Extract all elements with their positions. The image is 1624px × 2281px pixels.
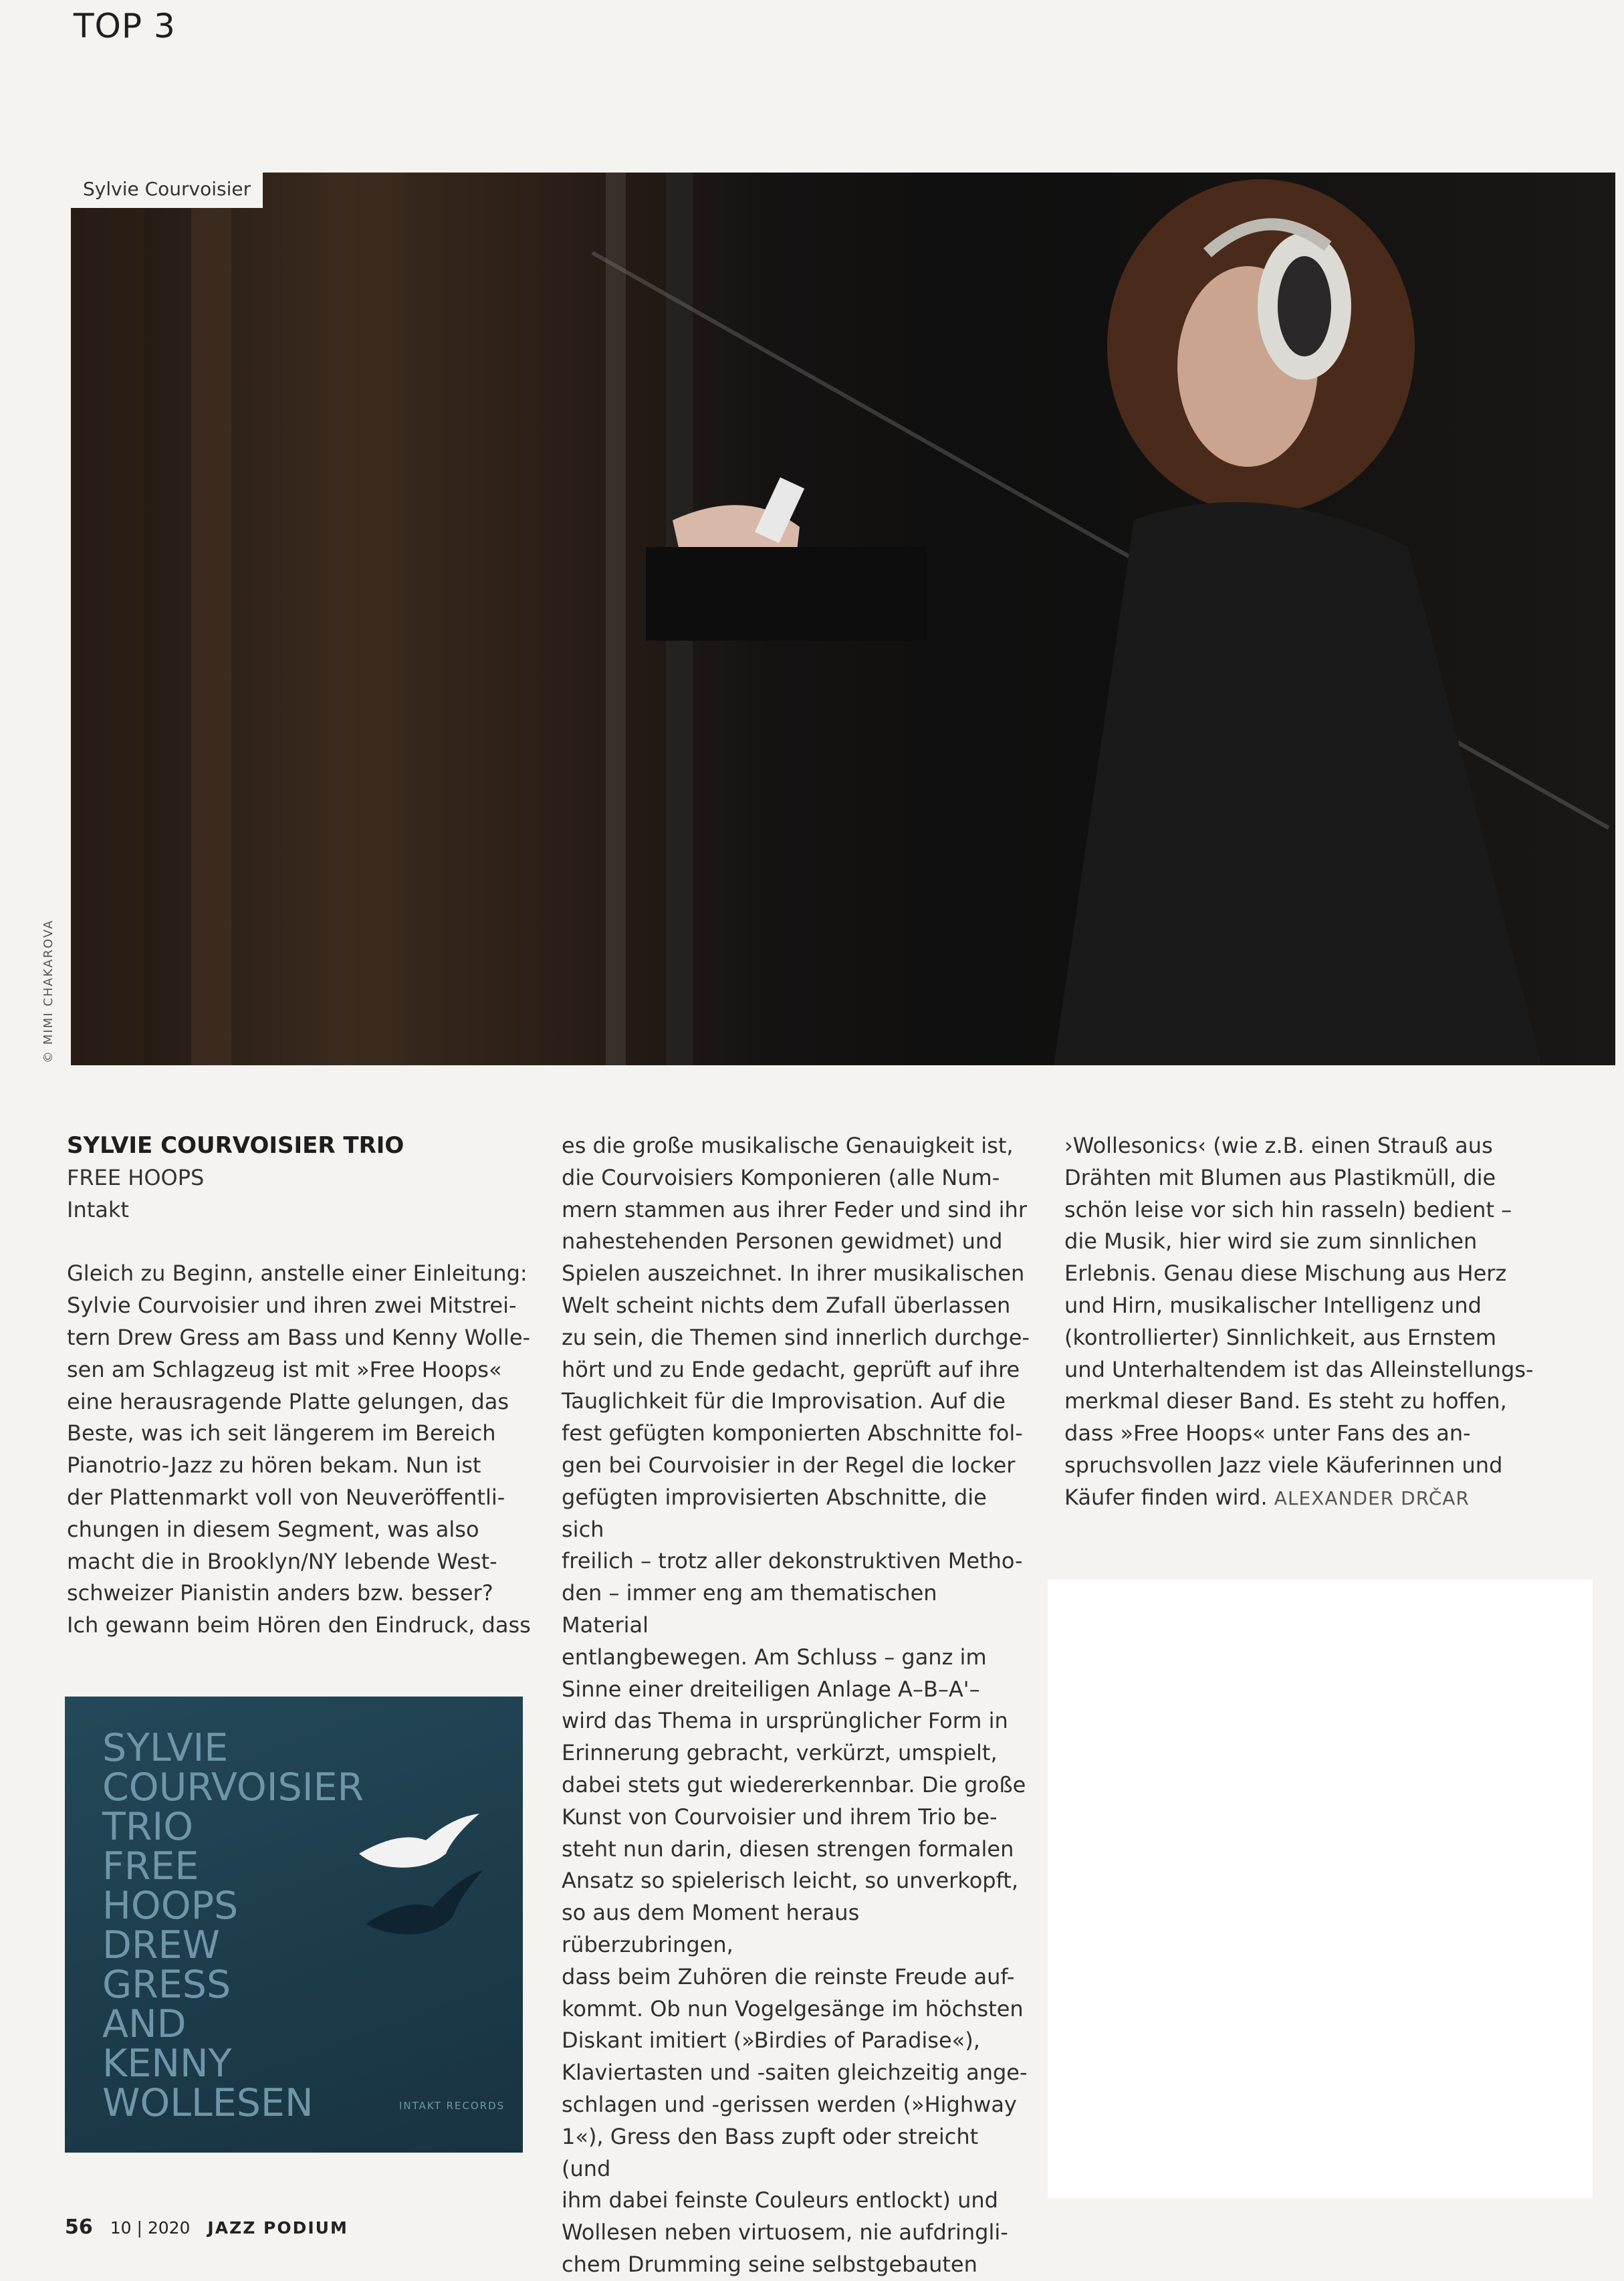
article-column-3 — [1064, 1130, 1546, 1515]
text-line: merkmal dieser Band. Es steht zu hoffen, — [1064, 1388, 1507, 1414]
text-line: hört und zu Ende gedacht, geprüft auf ihre — [562, 1356, 1020, 1382]
album-cover-line: GRESS — [102, 1963, 231, 2007]
issue-date: 10 | 2020 — [110, 2218, 191, 2238]
text-line: und Unterhaltendem ist das Alleinstellungs- — [1064, 1356, 1534, 1382]
pianist-photo-illustration — [71, 173, 1615, 1065]
text-line: die Courvoisiers Komponieren (alle Num- — [562, 1164, 1000, 1190]
text-line: Sinne einer dreiteiligen Anlage A–B–A'– — [562, 1676, 980, 1702]
text-line: zu sein, die Themen sind innerlich durchge- — [562, 1324, 1030, 1350]
text-line: wird das Thema in ursprünglicher Form in — [562, 1708, 1008, 1734]
text-line: dass beim Zuhören die reinste Freude auf- — [562, 1963, 1015, 1989]
text-line: schön leise vor sich hin rasseln) bedient – — [1064, 1196, 1512, 1222]
text-line: Sylvie Courvoisier und ihren zwei Mitstrei- — [67, 1293, 517, 1319]
text-line: Erinnerung gebracht, verkürzt, umspielt, — [562, 1740, 998, 1766]
text-line: ihm dabei feinste Couleurs entlockt) und — [562, 2187, 998, 2213]
text-line: nahestehenden Personen gewidmet) und — [562, 1228, 1003, 1255]
text-line: Ansatz so spielerisch leicht, so unverkopft, — [562, 1868, 1018, 1894]
text-line: chem Drumming seine selbstgebauten — [562, 2251, 977, 2277]
text-line: Spielen auszeichnet. In ihrer musikalischen — [562, 1261, 1025, 1287]
article-body-column-1 — [67, 1258, 535, 1642]
album-cover — [65, 1697, 523, 2153]
text-line: Beste, was ich seit längerem im Bereich — [67, 1420, 496, 1446]
album-cover-line: FREE — [102, 1844, 199, 1888]
text-line: steht nun darin, diesen strengen formalen — [562, 1836, 1014, 1862]
text-line: Erlebnis. Genau diese Mischung aus Herz — [1064, 1261, 1507, 1287]
photo-caption: Sylvie Courvoisier — [71, 170, 263, 208]
text-line: gen bei Courvoisier in der Regel die locker — [562, 1452, 1016, 1478]
section-label: TOP 3 — [74, 7, 176, 45]
text-line: so aus dem Moment heraus rüberzubringen, — [562, 1900, 860, 1957]
text-line: schweizer Pianistin anders bzw. besser? — [67, 1580, 493, 1606]
text-line: kommt. Ob nun Vogelgesänge im höchsten — [562, 1995, 1024, 2022]
text-line: mern stammen aus ihrer Feder und sind ihr — [562, 1196, 1027, 1222]
text-line: Ich gewann beim Hören den Eindruck, dass — [67, 1612, 531, 1638]
text-line: Diskant imitiert (»Birdies of Paradise«), — [562, 2028, 980, 2054]
text-line: der Plattenmarkt voll von Neuveröffentli- — [67, 1484, 505, 1510]
article-body-column-2 — [562, 1130, 1030, 2281]
text-line: fest gefügten komponierten Abschnitte fol- — [562, 1420, 1023, 1446]
text-line: chungen in diesem Segment, was also — [67, 1516, 479, 1542]
text-line: dass »Free Hoops« unter Fans des an- — [1064, 1420, 1471, 1446]
album-cover-line: COURVOISIER — [102, 1765, 364, 1810]
text-line: ›Wollesonics‹ (wie z.B. einen Strauß aus — [1064, 1133, 1493, 1158]
bird-icon — [352, 1790, 486, 1977]
text-line: Wollesen neben virtuosem, nie aufdringli- — [562, 2219, 1008, 2246]
text-line: Gleich zu Beginn, anstelle einer Einleitung: — [67, 1261, 528, 1287]
text-line: Pianotrio-Jazz zu hören bekam. Nun ist — [67, 1452, 481, 1479]
album-cover-line: WOLLESEN — [102, 2081, 314, 2125]
album-cover-imprint: INTAKT RECORDS — [399, 2100, 505, 2112]
text-line: schlagen und -gerissen werden (»Highway — [562, 2091, 1017, 2117]
text-line: und Hirn, musikalischer Intelligenz und — [1064, 1292, 1482, 1318]
article-body-column-3 — [1064, 1130, 1546, 1515]
album-cover-line: SYLVIE — [102, 1726, 229, 1770]
text-line: es die große musikalische Genauigkeit ist, — [562, 1133, 1014, 1158]
album-cover-line: DREW — [102, 1923, 220, 1967]
review-album: FREE HOOPS — [67, 1164, 205, 1190]
magazine-name: JAZZ PODIUM — [207, 2218, 348, 2238]
text-line: Käufer finden wird. ALEXANDER DRČAR — [1064, 1484, 1470, 1510]
review-artist: SYLVIE COURVOISIER TRIO — [67, 1132, 404, 1159]
album-cover-line: AND — [102, 2002, 187, 2046]
text-line: Welt scheint nichts dem Zufall überlassen — [562, 1292, 1011, 1318]
review-label: Intakt — [67, 1196, 129, 1222]
text-line: Tauglichkeit für die Improvisation. Auf die — [562, 1388, 1006, 1414]
page-number: 56 — [65, 2215, 93, 2239]
text-line: eine herausragende Platte gelungen, das — [67, 1388, 509, 1414]
text-line: den – immer eng am thematischen Material — [562, 1580, 937, 1638]
text-line: entlangbewegen. Am Schluss – ganz im — [562, 1644, 987, 1670]
text-line: freilich – trotz aller dekonstruktiven Metho- — [562, 1548, 1023, 1574]
text-line: macht die in Brooklyn/NY lebende West- — [67, 1548, 497, 1574]
hero-photo — [71, 173, 1615, 1065]
text-line: Drähten mit Blumen aus Plastikmüll, die — [1064, 1164, 1496, 1190]
text-line: gefügten improvisierten Abschnitte, die sich — [562, 1484, 987, 1542]
text-line: sen am Schlagzeug ist mit »Free Hoops« — [67, 1356, 502, 1382]
text-line: Kunst von Courvoisier und ihrem Trio be- — [562, 1804, 998, 1830]
photo-credit: © MIMI CHAKAROVA — [41, 919, 55, 1063]
album-cover-line: HOOPS — [102, 1884, 239, 1928]
article-column-1 — [67, 1130, 535, 1642]
text-line: 1«), Gress den Bass zupft oder streicht (und — [562, 2123, 979, 2181]
page-footer — [65, 2215, 348, 2239]
text-line: Klaviertasten und -saiten gleichzeitig ange- — [562, 2060, 1028, 2086]
review-author: ALEXANDER DRČAR — [1274, 1487, 1470, 1509]
text-line: spruchsvollen Jazz viele Käuferinnen und — [1064, 1452, 1503, 1478]
text-line: tern Drew Gress am Bass und Kenny Wolle- — [67, 1324, 531, 1350]
article-column-2 — [562, 1130, 1030, 2281]
text-line: (kontrollierter) Sinnlichkeit, aus Ernstem — [1064, 1324, 1497, 1350]
album-cover-line: KENNY — [102, 2042, 232, 2086]
album-cover-line: TRIO — [102, 1805, 194, 1849]
text-line: dabei stets gut wiedererkennbar. Die große — [562, 1771, 1026, 1798]
text-line: die Musik, hier wird sie zum sinnlichen — [1064, 1228, 1478, 1255]
blank-panel — [1048, 1580, 1593, 2198]
